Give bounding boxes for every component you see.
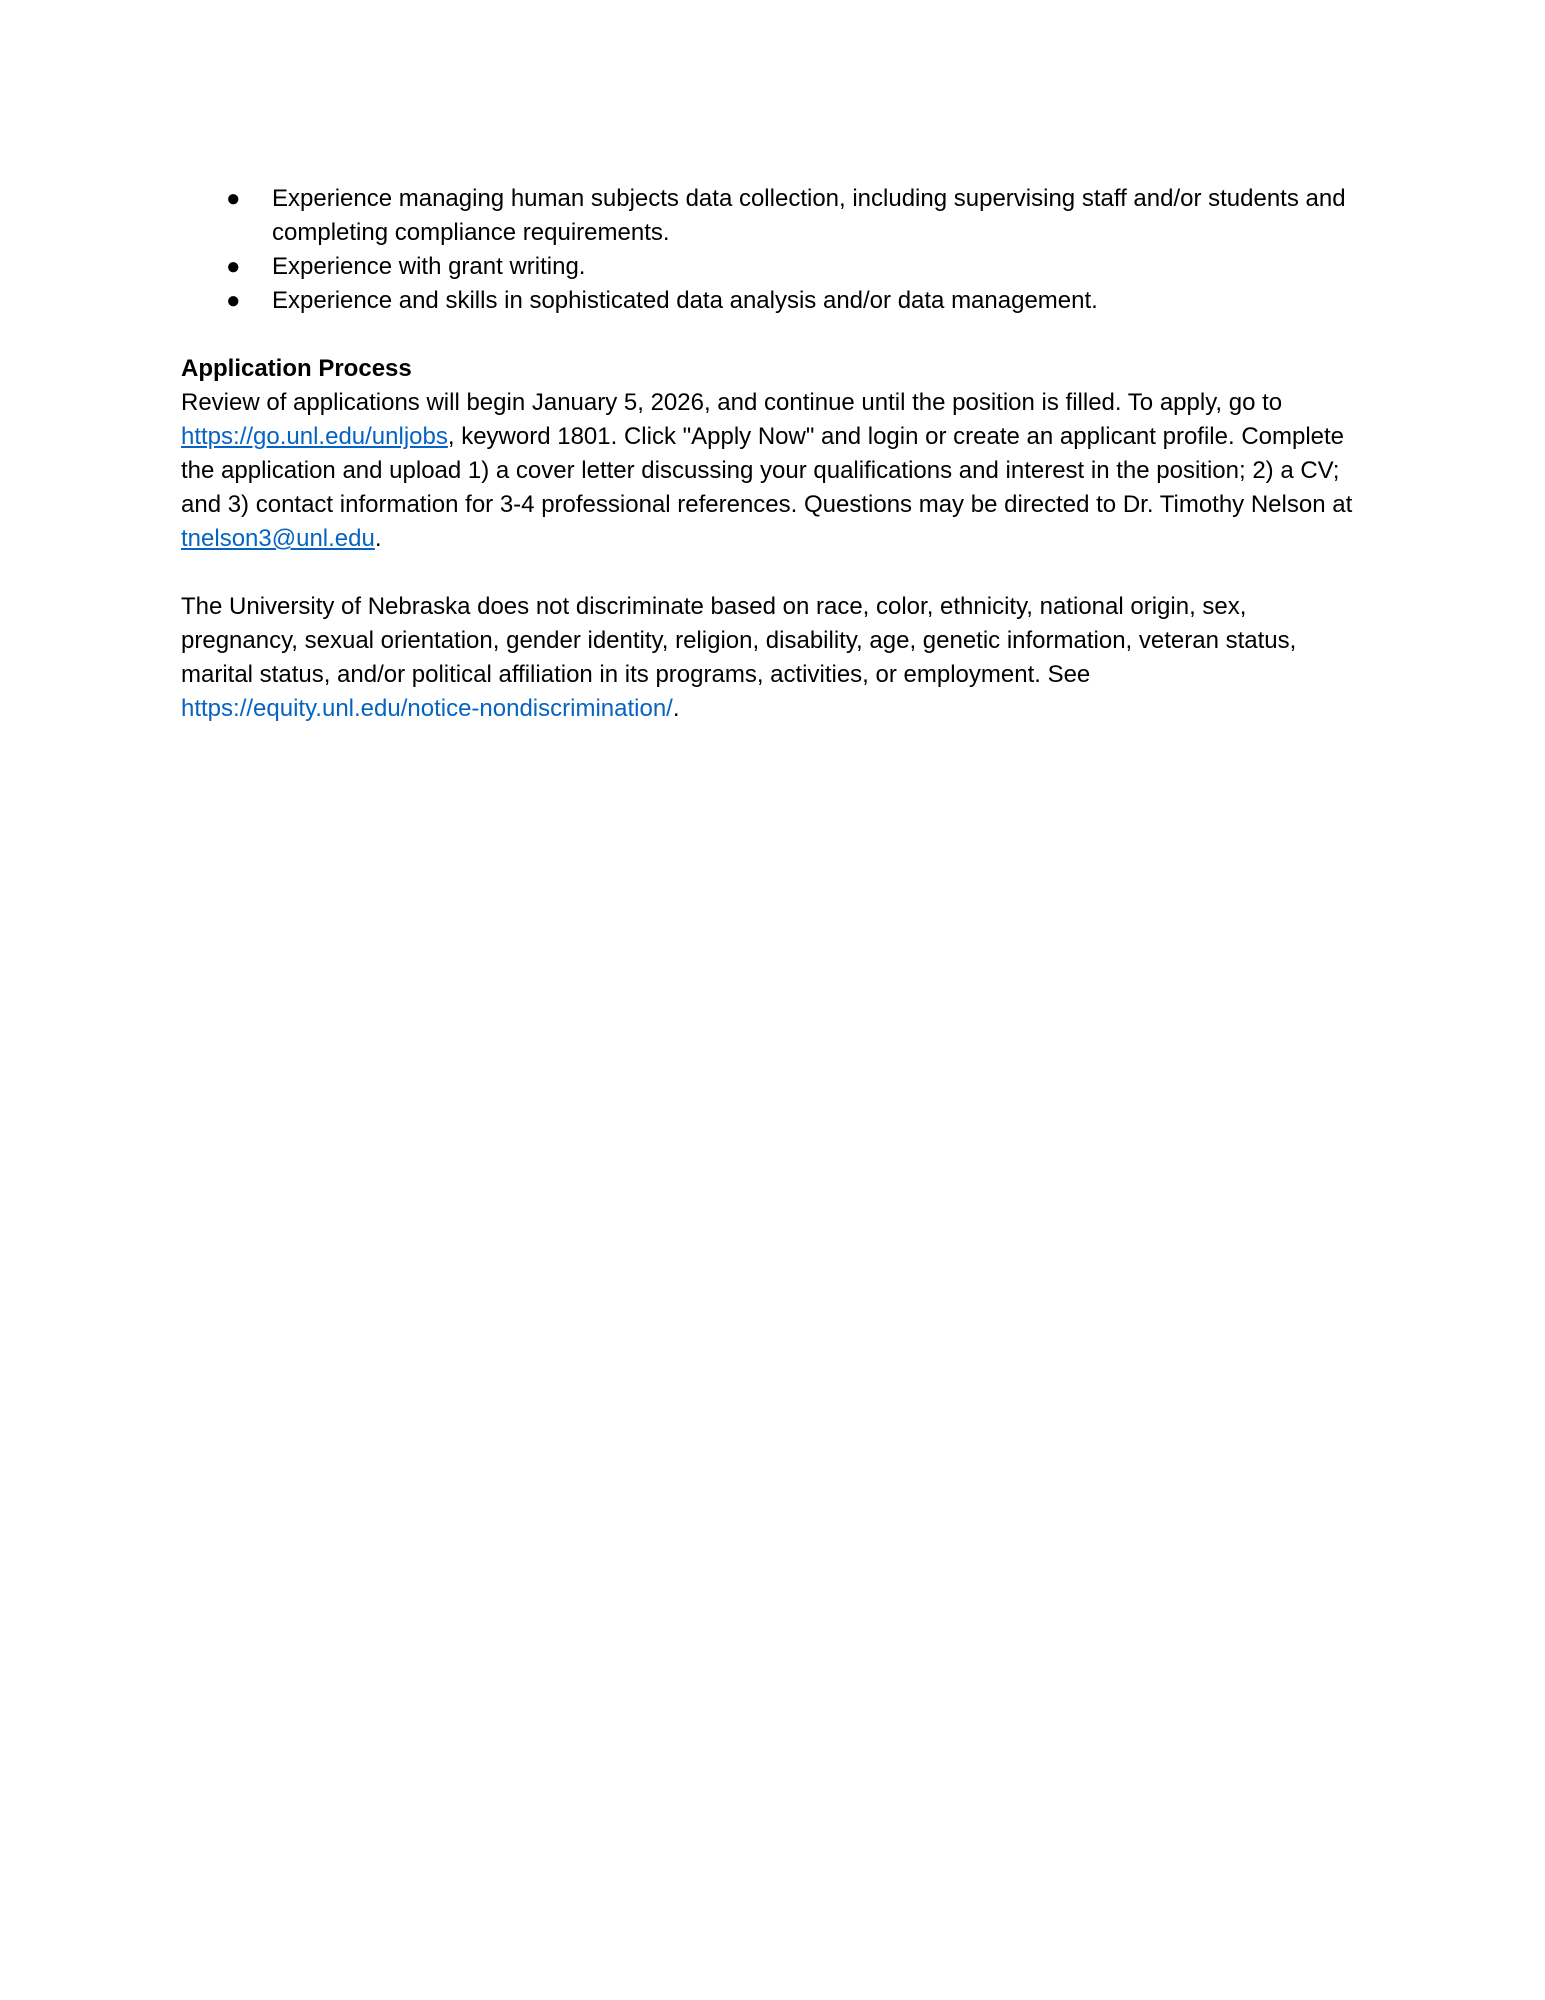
application-text-1: Review of applications will begin January 5, 2026, and continue until the position is filled. To apply, go to [181, 389, 1283, 416]
email-link[interactable]: tnelson3@unl.edu [181, 525, 375, 552]
application-process-heading: Application Process [181, 355, 412, 382]
list-item-text: Experience with grant writing. [272, 253, 586, 280]
bullet-icon: ● [226, 253, 241, 280]
application-text-3: . [374, 525, 382, 552]
nondiscrimination-text-1: The University of Nebraska does not discriminate based on race, color, ethnicity, national origin, sex, pregnancy, sexual orientation, gender identity, religion, disability, age, genetic information, veteran status, marital status, and/or political affiliation in its programs, activities, or employment. See [181, 593, 1297, 688]
nondiscrimination-paragraph [181, 590, 1356, 726]
list-item-text: Experience managing human subjects data collection, including supervising staff and/or students and completing compliance requirements. [272, 185, 1346, 246]
unljobs-link[interactable]: https://go.unl.edu/unljobs [181, 423, 448, 450]
nondiscrimination-text-2: . [672, 695, 680, 722]
qualifications-list [181, 182, 1356, 318]
list-item-text: Experience and skills in sophisticated data analysis and/or data management. [272, 287, 1098, 314]
bullet-icon: ● [226, 287, 241, 314]
application-text-2: , keyword 1801. Click "Apply Now" and login or create an applicant profile. Complete the application and upload 1) a cover letter discussing your qualifications and interest in the position; 2) a CV; and 3) contact information for 3-4 professional references. Questions may be directed to Dr. Timothy Nelson at [181, 423, 1353, 518]
list-item [181, 284, 1356, 318]
application-process-paragraph [181, 386, 1356, 556]
list-item [181, 182, 1356, 250]
nondiscrimination-link[interactable]: https://equity.unl.edu/notice-nondiscrimination/ [181, 695, 673, 722]
document-page [181, 182, 1356, 726]
list-item [181, 250, 1356, 284]
bullet-icon: ● [226, 185, 241, 212]
